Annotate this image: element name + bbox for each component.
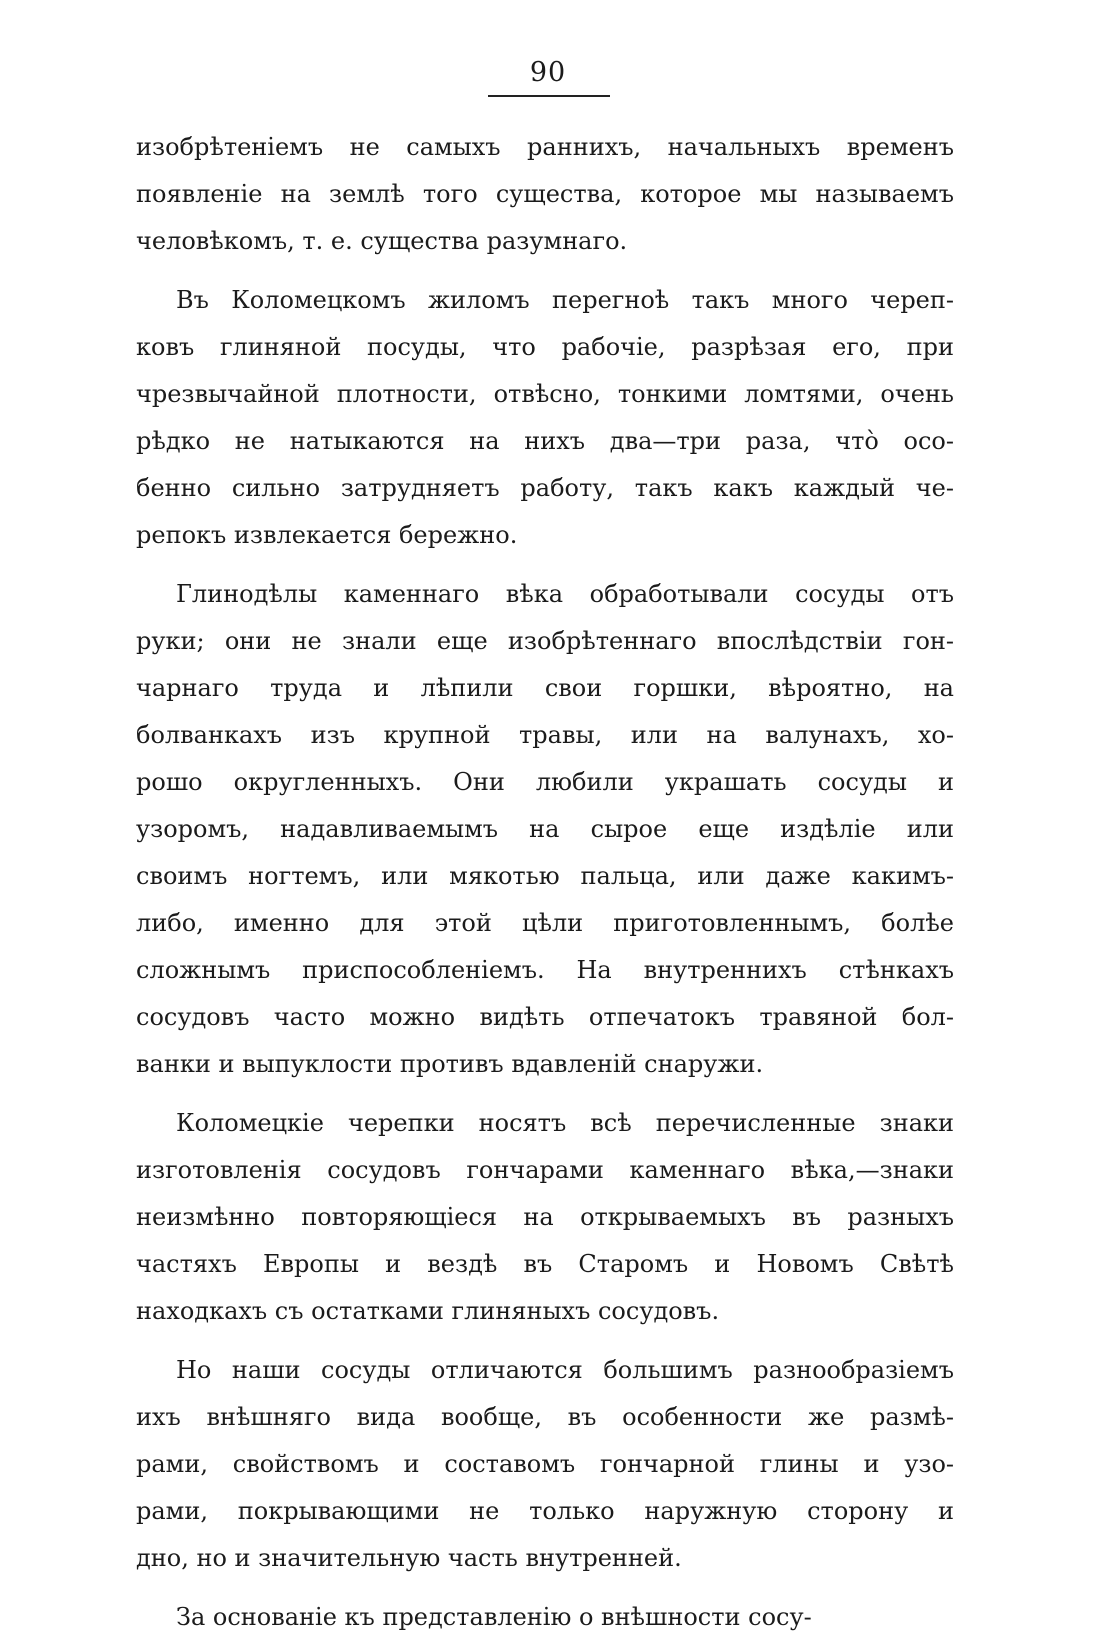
text-line: руки; они не знали еще изобрѣтеннаго впослѣдствіи гон-: [136, 627, 954, 655]
text-line: находкахъ съ остатками глиняныхъ сосудовъ.: [136, 1297, 720, 1325]
text-line: узоромъ, надавливаемымъ на сырое еще издѣліе или: [136, 815, 954, 843]
text-line: либо, именно для этой цѣли приготовленнымъ, болѣе: [136, 909, 954, 937]
text-line: За основаніе къ представленію о внѣшности сосу-: [176, 1603, 812, 1631]
header-rule: [488, 95, 610, 97]
text-line: ихъ внѣшняго вида вообще, въ особенности же размѣ-: [136, 1403, 954, 1431]
text-line: репокъ извлекается бережно.: [136, 521, 518, 549]
text-line: своимъ ногтемъ, или мякотью пальца, или даже какимъ-: [136, 862, 954, 890]
text-line: дно, но и значительную часть внутренней.: [136, 1544, 682, 1572]
text-line: чарнаго труда и лѣпили свои горшки, вѣроятно, на: [136, 674, 954, 702]
paragraph-gap: [136, 1582, 954, 1594]
text-line: бенно сильно затрудняетъ работу, такъ какъ каждый че-: [136, 474, 954, 502]
paragraph: [136, 1100, 954, 1335]
page-number: 90: [529, 57, 567, 88]
text-line: появленіе на землѣ того существа, которое мы называемъ: [136, 180, 954, 208]
paragraph: [136, 1347, 954, 1582]
text-line: сложнымъ приспособленіемъ. На внутреннихъ стѣнкахъ: [136, 956, 954, 984]
text-line: изготовленія сосудовъ гончарами каменнаго вѣка,—знаки: [136, 1156, 954, 1184]
text-line: Въ Коломецкомъ жиломъ перегноѣ такъ много череп-: [176, 286, 954, 314]
text-line: рами, свойствомъ и составомъ гончарной глины и узо-: [136, 1450, 954, 1478]
paragraph: [136, 571, 954, 1088]
text-line: сосудовъ часто можно видѣть отпечатокъ травяной бол-: [136, 1003, 954, 1031]
text-line: рѣдко не натыкаются на нихъ два—три раза, что̀ осо-: [136, 427, 954, 455]
paragraph: [136, 1594, 954, 1641]
body-text: [136, 124, 954, 1641]
text-line: чрезвычайной плотности, отвѣсно, тонкими ломтями, очень: [136, 380, 954, 408]
paragraph-gap: [136, 265, 954, 277]
text-line: ковъ глиняной посуды, что рабочіе, разрѣзая его, при: [136, 333, 954, 361]
text-line: неизмѣнно повторяющіеся на открываемыхъ въ разныхъ: [136, 1203, 954, 1231]
text-line: изобрѣтеніемъ не самыхъ раннихъ, начальныхъ временъ: [136, 133, 954, 161]
text-line: Но наши сосуды отличаются большимъ разнообразіемъ: [176, 1356, 954, 1384]
text-line: Коломецкіе черепки носятъ всѣ перечисленные знаки: [176, 1109, 954, 1137]
text-line: болванкахъ изъ крупной травы, или на валунахъ, хо-: [136, 721, 954, 749]
paragraph-gap: [136, 1088, 954, 1100]
text-line: рами, покрывающими не только наружную сторону и: [136, 1497, 954, 1525]
paragraph-gap: [136, 1335, 954, 1347]
text-line: рошо округленныхъ. Они любили украшать сосуды и: [136, 768, 954, 796]
text-line: человѣкомъ, т. е. существа разумнаго.: [136, 227, 628, 255]
text-line: частяхъ Европы и вездѣ въ Старомъ и Новомъ Свѣтѣ: [136, 1250, 954, 1278]
paragraph: [136, 124, 954, 265]
text-line: Глинодѣлы каменнаго вѣка обработывали сосуды отъ: [176, 580, 954, 608]
text-line: ванки и выпуклости противъ вдавленій снаружи.: [136, 1050, 764, 1078]
paragraph-gap: [136, 559, 954, 571]
paragraph: [136, 277, 954, 559]
